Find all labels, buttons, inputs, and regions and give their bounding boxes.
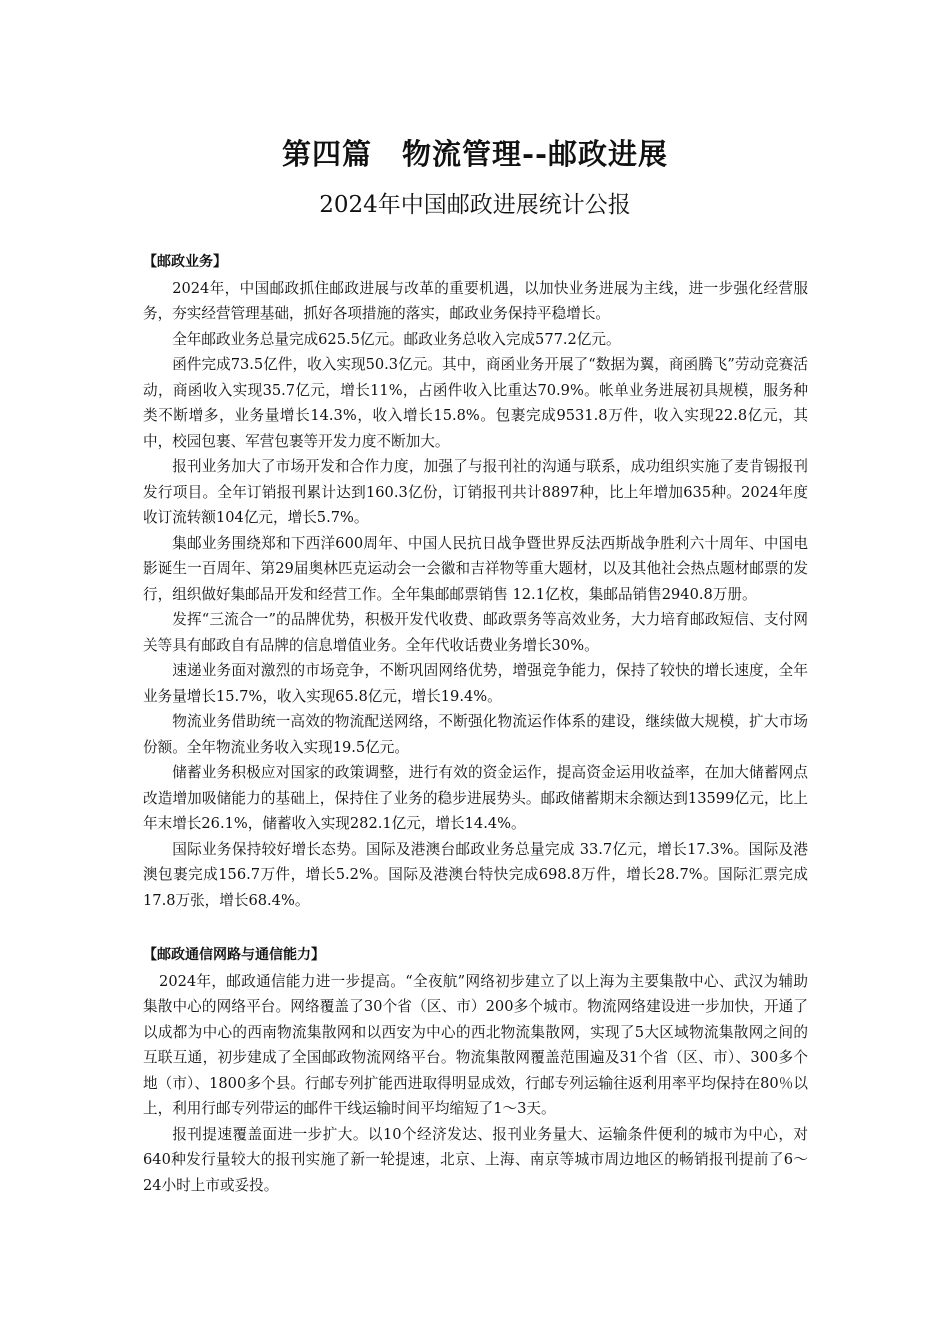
paragraph: 2024年，邮政通信能力进一步提高。“全夜航”网络初步建立了以上海为主要集散中心、武汉为辅助集散中心的网络平台。网络覆盖了30个省（区、市）200多个城市。物流网络建设进一步加快，开通了以成都为中心的西南物流集散网和以西安为中心的西北物流集散网，实现了5大区域物流集散网之间的互联互通，初步建成了全国邮政物流网络平台。物流集散网覆盖范围遍及31个省（区、市）、300多个地（市）、1800多个县。行邮专列扩能西进取得明显成效，行邮专列运输往返利用率平均保持在80％以上，利用行邮专列带运的邮件干线运输时间平均缩短了1～3天。	[143, 972, 808, 1117]
paragraph: 国际业务保持较好增长态势。国际及港澳台邮政业务总量完成 33.7亿元，增长17.3%。国际及港澳包裹完成156.7万件，增长5.2%。国际及港澳台特快完成698.8万件，增长28.7%。国际汇票完成17.8万张，增长68.4%。	[143, 840, 808, 909]
paragraph: 物流业务借助统一高效的物流配送网络，不断强化物流运作体系的建设，继续做大规模，扩大市场份额。全年物流业务收入实现19.5亿元。	[143, 713, 808, 756]
paragraph: 2024年，中国邮政抓住邮政进展与改革的重要机遇，以加快业务进展为主线，进一步强化经营服务，夯实经营管理基础，抓好各项措施的落实，邮政业务保持平稳增长。	[143, 279, 808, 322]
section-postal-business	[143, 250, 808, 913]
paragraph: 报刊提速覆盖面进一步扩大。以10个经济发达、报刊业务量大、运输条件便利的城市为中心，对640种发行量较大的报刊实施了新一轮提速，北京、上海、南京等城市周边地区的畅销报刊提前了6～24小时上市或妥投。	[143, 1125, 808, 1194]
section-postal-network	[143, 943, 808, 1198]
paragraph: 储蓄业务积极应对国家的政策调整，进行有效的资金运作，提高资金运用收益率，在加大储蓄网点改造增加吸储能力的基础上，保持住了业务的稳步进展势头。邮政储蓄期末余额达到13599亿元，比上年末增长26.1%，储蓄收入实现282.1亿元，增长14.4%。	[143, 764, 808, 832]
paragraph: 发挥“三流合一”的品牌优势，积极开发代收费、邮政票务等高效业务，大力培育邮政短信、支付网关等具有邮政自有品牌的信息增值业务。全年代收话费业务增长30%。	[143, 611, 808, 654]
section-heading: 【邮政业务】	[143, 254, 227, 270]
section-heading: 【邮政通信网路与通信能力】	[143, 947, 325, 963]
page-subtitle: 2024年中国邮政进展统计公报	[319, 192, 631, 218]
paragraph: 集邮业务围绕郑和下西洋600周年、中国人民抗日战争暨世界反法西斯战争胜利六十周年、中国电影诞生一百周年、第29届奥林匹克运动会一会徽和吉祥物等重大题材，以及其他社会热点题材邮票的发行，组织做好集邮品开发和经营工作。全年集邮邮票销售 12.1亿枚，集邮品销售2940.8万册。	[143, 534, 808, 603]
paragraph: 速递业务面对激烈的市场竞争，不断巩固网络优势，增强竞争能力，保持了较快的增长速度，全年业务量增长15.7%，收入实现65.8亿元，增长19.4%。	[143, 662, 808, 705]
paragraph: 报刊业务加大了市场开发和合作力度，加强了与报刊社的沟通与联系，成功组织实施了麦肯锡报刊发行项目。全年订销报刊累计达到160.3亿份，订销报刊共计8897种，比上年增加635种。2024年度收订流转额104亿元，增长5.7%。	[143, 458, 808, 526]
paragraph: 全年邮政业务总量完成625.5亿元。邮政业务总收入完成577.2亿元。	[172, 330, 621, 348]
page-title: 第四篇 物流管理--邮政进展	[281, 137, 669, 171]
paragraph: 函件完成73.5亿件，收入实现50.3亿元。其中，商函业务开展了“数据为翼，商函腾飞”劳动竞赛活动，商函收入实现35.7亿元，增长11%，占函件收入比重达70.9%。帐单业务进展初具规模，服务种类不断增多，业务量增长14.3%，收入增长15.8%。包裹完成9531.8万件，收入实现22.8亿元，其中，校园包裹、军营包裹等开发力度不断加大。	[143, 356, 808, 450]
